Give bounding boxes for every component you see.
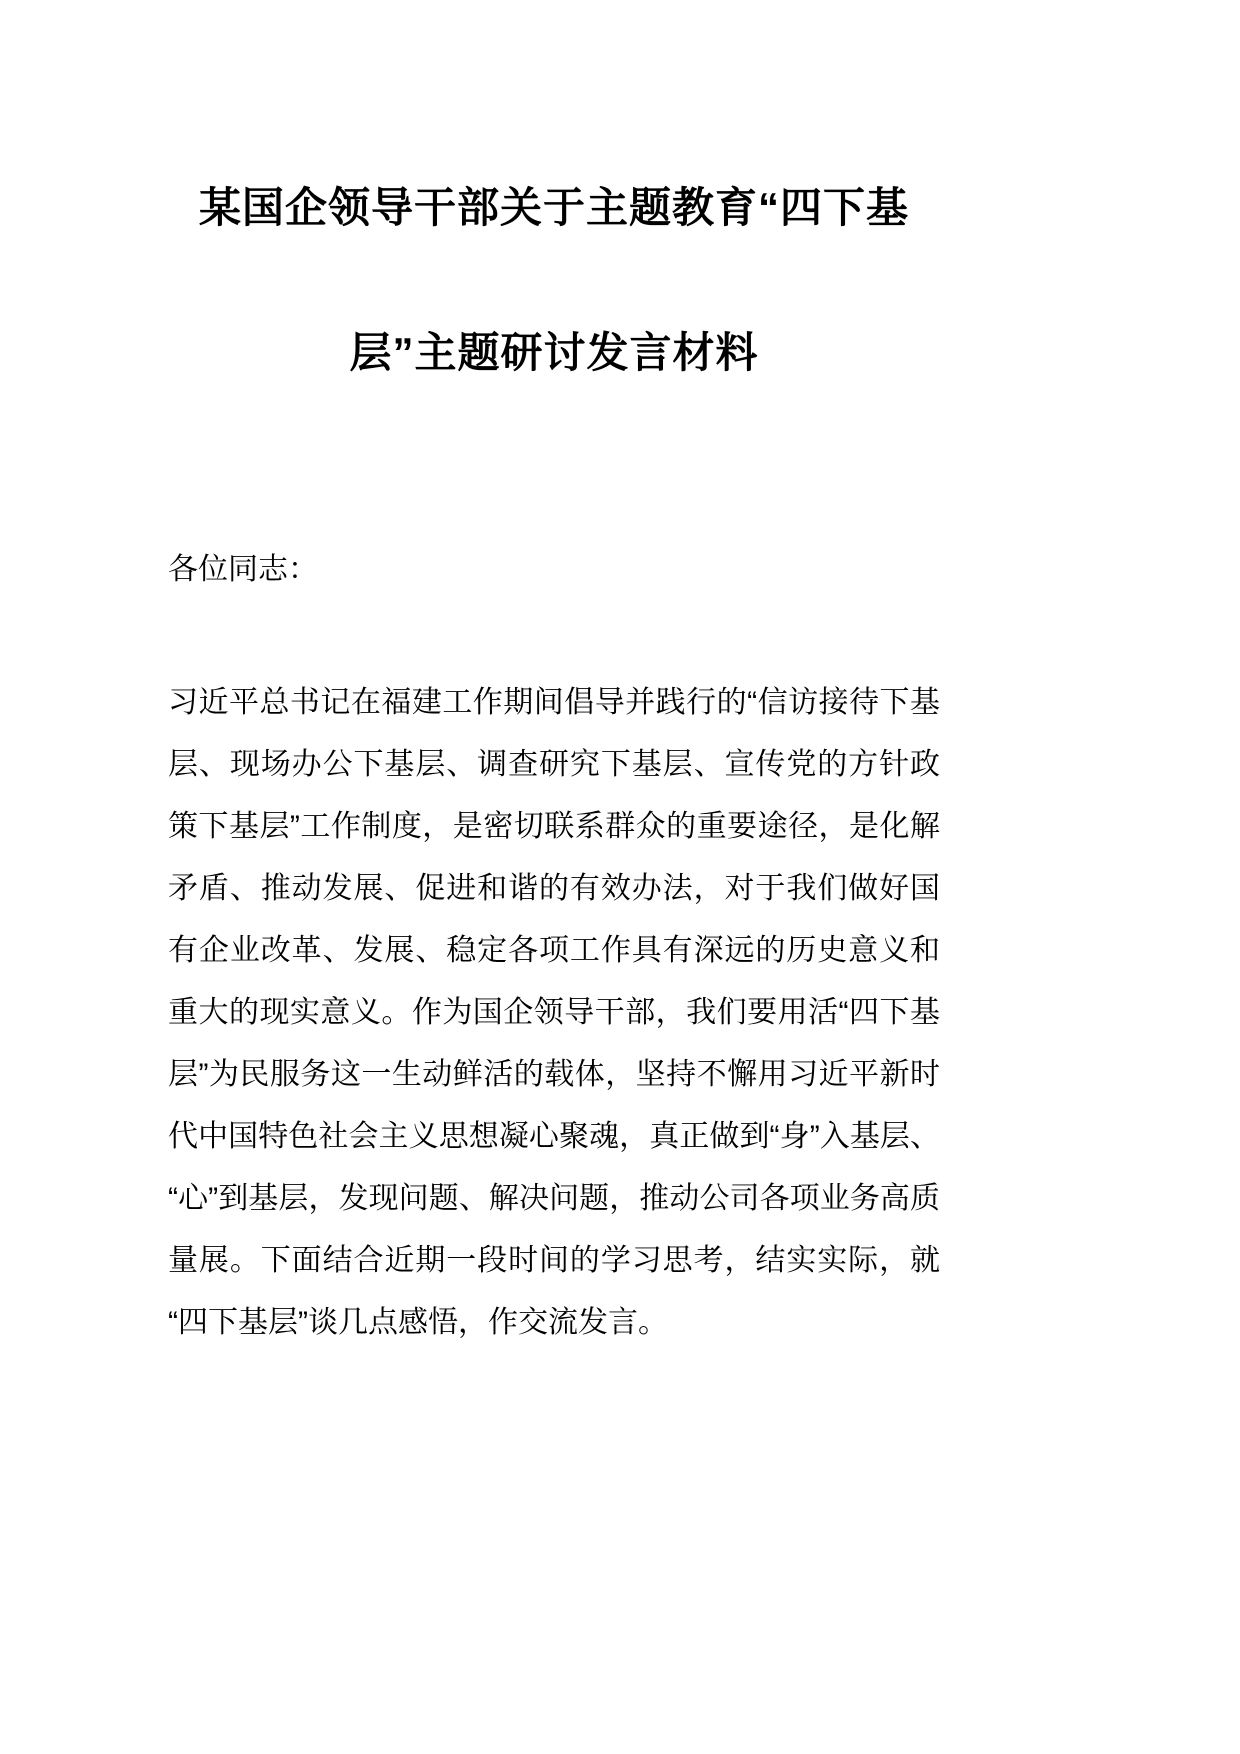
document-title-line-1: 某国企领导干部关于主题教育“四下基 <box>198 184 909 231</box>
salutation-text: 各位同志： <box>168 553 318 586</box>
document-title-line-2: 层”主题研讨发言材料 <box>349 329 759 376</box>
document-content <box>168 0 940 1354</box>
body-paragraph: 习近平总书记在福建工作期间倡导并践行的“信访接待下基层、现场办公下基层、调查研究下基层、宣传党的方针政策下基层”工作制度，是密切联系群众的重要途径，是化解矛盾、推动发展、促进和谐的有效办法，对于我们做好国有企业改革、发展、稳定各项工作具有深远的历史意义和重大的现实意义。作为国企领导干部，我们要用活“四下基层”为民服务这一生动鲜活的载体，坚持不懈用习近平新时代中国特色社会主义思想凝心聚魂，真正做到“身”入基层、“心”到基层，发现问题、解决问题，推动公司各项业务高质量展。下面结合近期一段时间的学习思考，结实实际，就“四下基层”谈几点感悟，作交流发言。 <box>168 686 940 1339</box>
document-title <box>168 135 940 425</box>
